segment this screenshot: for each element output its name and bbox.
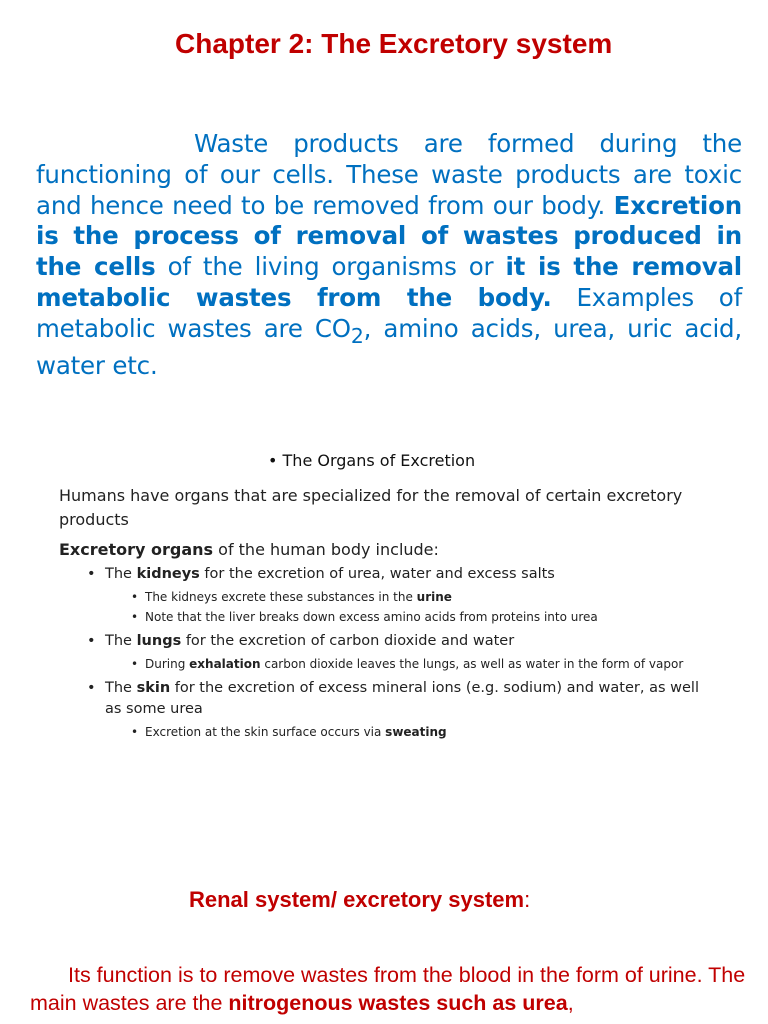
excretion-definition-alt: it is the removal metabolic wastes from the body. <box>36 252 742 312</box>
renal-bold: nitrogenous wastes such as urea <box>228 991 568 1015</box>
renal-paragraph <box>30 961 746 1017</box>
sub-bold: sweating <box>385 725 447 739</box>
organs-lead-bold: Excretory organs <box>59 540 214 559</box>
intro-sentence-2: of the living organisms or <box>167 252 494 282</box>
item-pre: The <box>105 633 137 649</box>
lungs-sublist <box>105 654 719 674</box>
renal-heading <box>189 887 530 913</box>
item-bold: lungs <box>136 633 182 649</box>
sub-bold: urine <box>416 590 452 604</box>
organs-lead <box>59 538 719 562</box>
intro-paragraph <box>36 129 742 382</box>
item-pre: The <box>105 566 137 582</box>
organs-section <box>59 484 719 746</box>
organs-lead-rest: of the human body include: <box>213 540 439 559</box>
organ-list <box>59 564 719 742</box>
item-pre: The <box>105 680 137 696</box>
intro-sentence-4: , amino acids, urea, uric acid, water etc. <box>36 313 742 381</box>
item-post: for the excretion of carbon dioxide and water <box>181 633 515 649</box>
list-item-lungs <box>87 631 719 674</box>
co2-subscript: 2 <box>350 323 364 348</box>
list-item <box>131 722 719 742</box>
sub-pre: The kidneys excrete these substances in the <box>145 590 417 604</box>
item-post: for the excretion of excess mineral ions (e.g. sodium) and water, as well as some urea <box>105 680 699 717</box>
sub-bold: exhalation <box>189 657 261 671</box>
excretion-definition: Excretion is the process of removal of wastes produced in the cells <box>36 190 742 282</box>
sub-pre: During <box>145 657 190 671</box>
sub-pre: Note that the liver breaks down excess amino acids from proteins into urea <box>145 610 598 624</box>
list-item <box>131 654 719 674</box>
renal-heading-bold: Renal system/ excretory system <box>189 887 525 912</box>
organs-intro: Humans have organs that are specialized for the removal of certain excretory products <box>59 486 683 529</box>
item-bold: skin <box>136 680 171 696</box>
list-item-kidneys <box>87 564 719 627</box>
list-item <box>131 607 719 627</box>
renal-text-2: , <box>567 991 574 1015</box>
organs-heading: • The Organs of Excretion <box>268 451 476 470</box>
intro-sentence-1: Waste products are formed during the functioning of our cells. These waste products are toxic and hence need to be removed from our body. <box>36 129 742 220</box>
sub-post: carbon dioxide leaves the lungs, as well as water in the form of vapor <box>260 657 684 671</box>
kidneys-sublist <box>105 587 719 627</box>
list-item <box>131 587 719 607</box>
list-item-skin <box>87 678 719 742</box>
item-post: for the excretion of urea, water and excess salts <box>199 566 555 582</box>
renal-heading-colon: : <box>524 887 531 912</box>
chapter-title: Chapter 2: The Excretory system <box>175 28 613 59</box>
sub-pre: Excretion at the skin surface occurs via <box>145 725 386 739</box>
intro-sentence-3: Examples of metabolic wastes are CO <box>36 282 743 343</box>
item-bold: kidneys <box>136 566 200 582</box>
skin-sublist <box>105 722 719 742</box>
renal-text-1: Its function is to remove wastes from the blood in the form of urine. The main wastes are the <box>30 963 746 1015</box>
